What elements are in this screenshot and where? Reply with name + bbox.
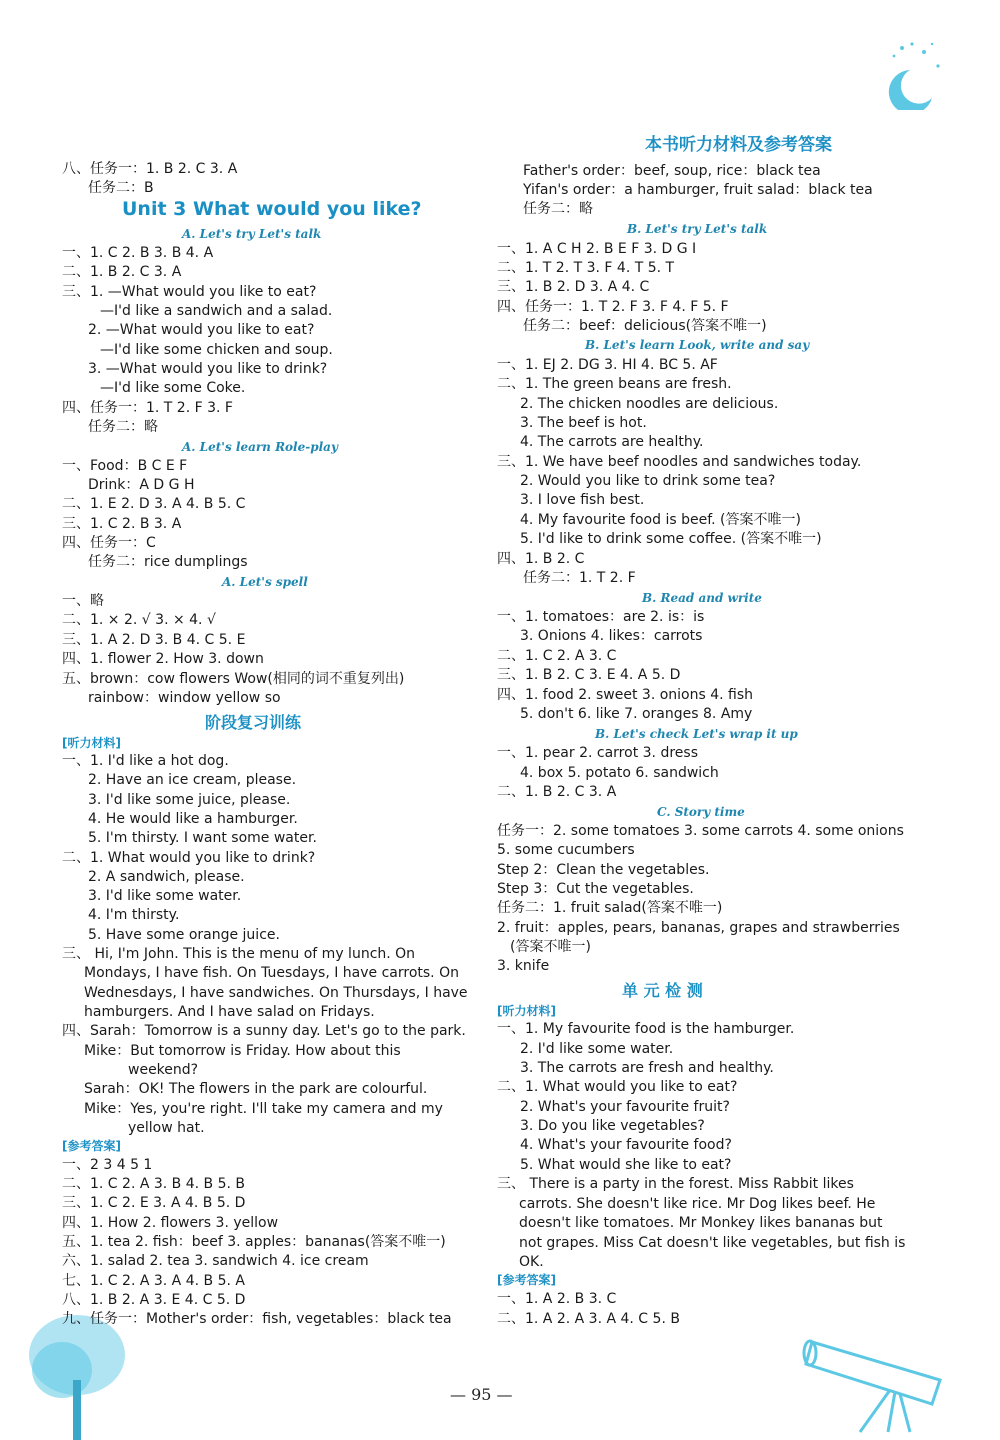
page-header-title: 本书听力材料及参考答案 (645, 135, 832, 155)
answer-line: 三、1. B 2. D 3. A 4. C (497, 279, 650, 295)
answer-line: 三、1. C 2. B 3. A (62, 516, 182, 532)
answer-line: 3. The beef is hot. (520, 415, 647, 431)
answer-line: 四、1. B 2. C (497, 551, 585, 567)
answer-line: 二、1. C 2. A 3. C (497, 648, 617, 664)
moon-stars-icon (880, 40, 950, 110)
answer-line: 八、任务一：1. B 2. C 3. A (62, 161, 238, 177)
answer-line: Step 2：Clean the vegetables. (497, 862, 710, 878)
answer-line: 5. some cucumbers (497, 842, 635, 858)
answer-line: 4. My favourite food is beef. (答案不唯一) (520, 512, 801, 528)
answer-line: 2. Would you like to drink some tea? (520, 473, 776, 489)
answer-line: 三、1. A 2. D 3. B 4. C 5. E (62, 632, 246, 648)
answer-line: Mondays, I have fish. On Tuesdays, I have carrots. On (84, 965, 459, 981)
answer-line: 二、1. E 2. D 3. A 4. B 5. C (62, 496, 246, 512)
answer-line: 4. The carrots are healthy. (520, 434, 704, 450)
answer-line: 4. I'm thirsty. (88, 907, 180, 923)
answer-line: 一、略 (62, 593, 104, 609)
answer-line: 5. I'd like to drink some coffee. (答案不唯一) (520, 531, 822, 547)
subsection-title: B. Let's learn Look, write and say (585, 338, 810, 352)
answer-line: 5. don't 6. like 7. oranges 8. Amy (520, 706, 753, 722)
answer-line: 二、1. The green beans are fresh. (497, 376, 732, 392)
answer-line: 五、1. tea 2. fish：beef 3. apples：bananas(答案不唯一) (62, 1234, 446, 1250)
answer-line: 四、1. How 2. flowers 3. yellow (62, 1215, 279, 1231)
answer-line: 二、1. A 2. A 3. A 4. C 5. B (497, 1311, 680, 1327)
section-tag: [参考答案] (62, 1139, 121, 1153)
answer-line: 二、1. B 2. C 3. A (497, 784, 617, 800)
answer-line: OK. (519, 1254, 544, 1270)
section-tag: [听力材料] (62, 736, 121, 750)
subsection-title: C. Story time (657, 805, 745, 819)
answer-line: 八、1. B 2. A 3. E 4. C 5. D (62, 1292, 246, 1308)
answer-line: —I'd like some chicken and soup. (100, 342, 333, 358)
answer-line: 一、1. A 2. B 3. C (497, 1291, 617, 1307)
answer-line: 3. I'd like some juice, please. (88, 792, 291, 808)
answer-line: 一、1. C 2. B 3. B 4. A (62, 245, 214, 261)
answer-line: 三、1. —What would you like to eat? (62, 284, 317, 300)
answer-line: 5. What would she like to eat? (520, 1157, 732, 1173)
section-heading: 阶段复习训练 (205, 713, 302, 732)
answer-line: 一、2 3 4 5 1 (62, 1157, 153, 1173)
answer-line: 四、1. food 2. sweet 3. onions 4. fish (497, 687, 754, 703)
answer-line: 3. Do you like vegetables? (520, 1118, 705, 1134)
answer-line: 2. I'd like some water. (520, 1041, 674, 1057)
answer-line: 二、1. C 2. A 3. B 4. B 5. B (62, 1176, 246, 1192)
answer-line: 5. Have some orange juice. (88, 927, 280, 943)
subsection-title: B. Let's try Let's talk (627, 222, 768, 236)
answer-line: 七、1. C 2. A 3. A 4. B 5. A (62, 1273, 245, 1289)
answer-line: 任务二：B (88, 180, 154, 196)
answer-line: 三、 Hi, I'm John. This is the menu of my lunch. On (62, 946, 416, 962)
answer-line: 3. The carrots are fresh and healthy. (520, 1060, 774, 1076)
section-tag: [听力材料] (497, 1004, 556, 1018)
answer-line: 二、1. What would you like to drink? (62, 850, 316, 866)
answer-line: Wednesdays, I have sandwiches. On Thursdays, I have (84, 985, 468, 1001)
answer-line: 四、Sarah：Tomorrow is a sunny day. Let's go to the park. (62, 1023, 466, 1039)
answer-line: Sarah：OK! The flowers in the park are colourful. (84, 1081, 428, 1097)
answer-line: 一、1. A C H 2. B E F 3. D G I (497, 241, 697, 257)
answer-line: 三、1. We have beef noodles and sandwiches today. (497, 454, 862, 470)
tree-icon (22, 1310, 132, 1440)
answer-line: 3. I'd like some water. (88, 888, 242, 904)
answer-line: 任务一：2. some tomatoes 3. some carrots 4. some onions (497, 823, 904, 839)
answer-line: not grapes. Miss Cat doesn't like vegetables, but fish is (519, 1235, 906, 1251)
answer-line: 任务二：略 (88, 419, 158, 435)
answer-line: 任务二：1. fruit salad(答案不唯一) (497, 900, 723, 916)
answer-line: 5. I'm thirsty. I want some water. (88, 830, 317, 846)
answer-line: 任务二：rice dumplings (88, 554, 248, 570)
answer-line: 三、1. B 2. C 3. E 4. A 5. D (497, 667, 681, 683)
answer-line: 2. The chicken noodles are delicious. (520, 396, 779, 412)
answer-line: 2. —What would you like to eat? (88, 322, 315, 338)
subsection-title: A. Let's learn Role-play (182, 440, 338, 454)
answer-line: 任务二：1. T 2. F (523, 570, 636, 586)
answer-line: Mike：Yes, you're right. I'll take my camera and my (84, 1101, 443, 1117)
answer-line: 一、1. pear 2. carrot 3. dress (497, 745, 698, 761)
answer-line: Father's order：beef, soup, rice：black tea (523, 163, 821, 179)
answer-line: 一、1. EJ 2. DG 3. HI 4. BC 5. AF (497, 357, 718, 373)
answer-line: hamburgers. And I have salad on Fridays. (84, 1004, 375, 1020)
answer-line: 4. What's your favourite food? (520, 1137, 732, 1153)
section-heading: Unit 3 What would you like? (122, 198, 422, 220)
answer-line: Yifan's order：a hamburger, fruit salad：black tea (523, 182, 873, 198)
section-heading: 单 元 检 测 (622, 981, 703, 1000)
answer-line: doesn't like tomatoes. Mr Monkey likes bananas but (519, 1215, 883, 1231)
answer-line: (答案不唯一) (510, 939, 591, 955)
answer-line: 五、brown：cow flowers Wow(相同的词不重复列出) (62, 671, 405, 687)
answer-line: 一、Food：B C E F (62, 458, 188, 474)
answer-line: 任务二：略 (523, 201, 593, 217)
answer-line: 2. fruit：apples, pears, bananas, grapes and strawberries (497, 920, 900, 936)
subsection-title: A. Let's try Let's talk (182, 227, 322, 241)
answer-line: 二、1. What would you like to eat? (497, 1079, 738, 1095)
answer-line: 三、1. C 2. E 3. A 4. B 5. D (62, 1195, 246, 1211)
answer-line: 2. What's your favourite fruit? (520, 1099, 730, 1115)
telescope-icon (800, 1320, 980, 1435)
subsection-title: B. Let's check Let's wrap it up (595, 727, 798, 741)
answer-line: 一、1. My favourite food is the hamburger. (497, 1021, 795, 1037)
answer-line: 二、1. × 2. √ 3. × 4. √ (62, 612, 216, 628)
answer-line: 3. knife (497, 958, 550, 974)
section-tag: [参考答案] (497, 1273, 556, 1287)
answer-line: carrots. She doesn't like rice. Mr Dog likes beef. He (519, 1196, 876, 1212)
answer-line: 一、1. I'd like a hot dog. (62, 753, 229, 769)
answer-line: —I'd like a sandwich and a salad. (100, 303, 333, 319)
answer-line: 六、1. salad 2. tea 3. sandwich 4. ice cream (62, 1253, 369, 1269)
answer-line: 四、1. flower 2. How 3. down (62, 651, 264, 667)
answer-line: 三、 There is a party in the forest. Miss Rabbit likes (497, 1176, 854, 1192)
answer-line: 2. Have an ice cream, please. (88, 772, 297, 788)
answer-line: 四、任务一：1. T 2. F 3. F (62, 400, 233, 416)
page-number: — 95 — (450, 1385, 513, 1404)
answer-line: 4. box 5. potato 6. sandwich (520, 765, 719, 781)
answer-line: Mike：But tomorrow is Friday. How about this (84, 1043, 401, 1059)
answer-line: 九、任务一：Mother's order：fish, vegetables：black tea (62, 1311, 452, 1327)
answer-line: rainbow：window yellow so (88, 690, 281, 706)
answer-line: 3. I love fish best. (520, 492, 645, 508)
answer-line: 2. A sandwich, please. (88, 869, 245, 885)
answer-line: 4. He would like a hamburger. (88, 811, 298, 827)
answer-line: 3. —What would you like to drink? (88, 361, 328, 377)
answer-line: weekend? (128, 1062, 199, 1078)
answer-line: 二、1. T 2. T 3. F 4. T 5. T (497, 260, 675, 276)
answer-line: Step 3：Cut the vegetables. (497, 881, 694, 897)
answer-line: yellow hat. (128, 1120, 205, 1136)
answer-line: 3. Onions 4. likes：carrots (520, 628, 703, 644)
answer-line: Drink：A D G H (88, 477, 195, 493)
subsection-title: B. Read and write (642, 591, 762, 605)
answer-line: 一、1. tomatoes：are 2. is：is (497, 609, 705, 625)
answer-line: 四、任务一：C (62, 535, 156, 551)
answer-line: 四、任务一：1. T 2. F 3. F 4. F 5. F (497, 299, 729, 315)
answer-line: —I'd like some Coke. (100, 380, 246, 396)
answer-line: 二、1. B 2. C 3. A (62, 264, 182, 280)
answer-line: 任务二：beef：delicious(答案不唯一) (523, 318, 767, 334)
subsection-title: A. Let's spell (222, 575, 308, 589)
